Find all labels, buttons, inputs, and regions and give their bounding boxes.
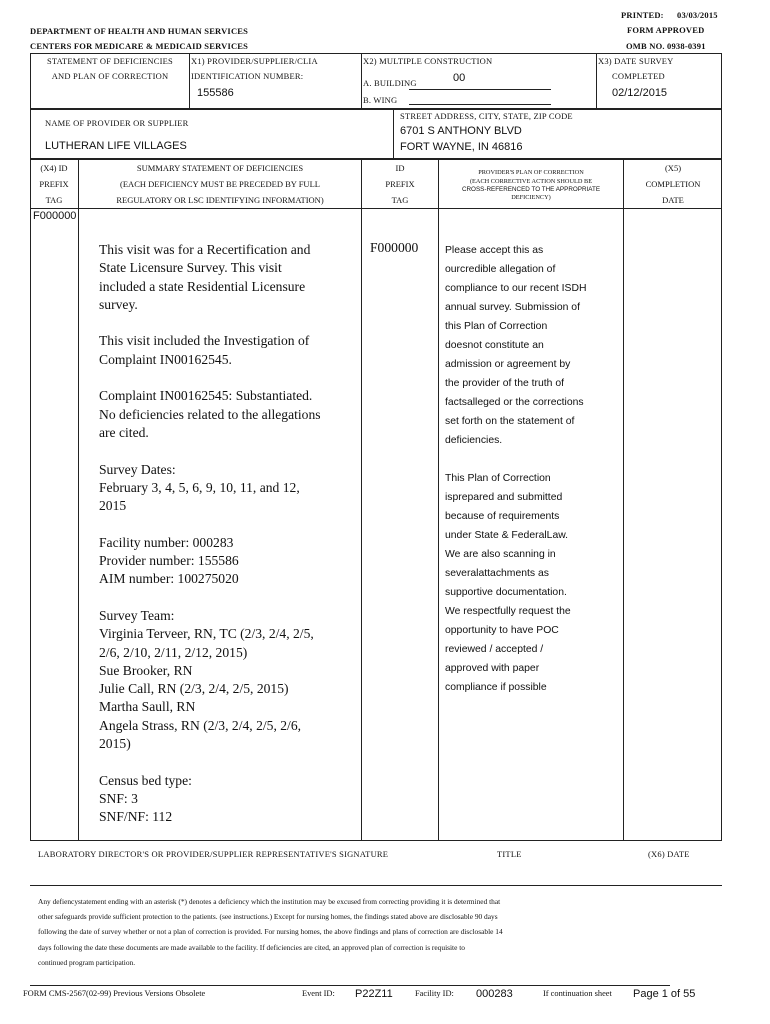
statement-label-line2: AND PLAN OF CORRECTION <box>51 71 169 81</box>
event-id-value: P22Z11 <box>355 988 393 1000</box>
provider-id-label-line1: X1) PROVIDER/SUPPLIER/CLIA <box>191 56 318 66</box>
event-id-label: Event ID: <box>302 989 335 998</box>
plan-of-correction <box>445 241 621 697</box>
x5-header-line2: COMPLETION <box>645 179 701 189</box>
building-label: A. BUILDING <box>363 78 417 88</box>
id-header-line3: TAG <box>391 195 409 205</box>
summary-statement <box>99 241 354 827</box>
id-header-line2: PREFIX <box>385 179 415 189</box>
printed-date: 03/03/2015 <box>677 10 718 20</box>
x5-header-line3: DATE <box>662 195 684 205</box>
address-line2: FORT WAYNE, IN 46816 <box>400 141 523 153</box>
disclaimer-line: following the date of survey whether or not a plan of correction is provided. For nursing homes, the above findings and plans of correction are disclosable 14 <box>38 927 503 937</box>
plan-header-line4: DEFICIENCY) <box>511 194 551 201</box>
construction-label: X2) MULTIPLE CONSTRUCTION <box>363 56 493 66</box>
summary-paragraph: Complaint IN00162545: Substantiated. No deficiencies related to the allegations are cited. <box>99 388 321 440</box>
building-value: 00 <box>453 72 466 84</box>
summary-paragraph: This visit was for a Recertification and State Licensure Survey. This visit included a state Residential Licensure survey. <box>99 242 311 312</box>
form-number: FORM CMS-2567(02-99) Previous Versions Obsolete <box>23 989 206 998</box>
department-title: DEPARTMENT OF HEALTH AND HUMAN SERVICES <box>30 26 249 36</box>
x4-header-line1: (X4) ID <box>40 163 68 173</box>
summary-header-line2: (EACH DEFICIENCY MUST BE PRECEDED BY FULL <box>120 179 320 189</box>
signature-date-label: (X6) DATE <box>648 849 690 859</box>
summary-header-line3: REGULATORY OR LSC IDENTIFYING INFORMATION) <box>116 195 324 205</box>
disclaimer-line: continued program participation. <box>38 957 136 967</box>
survey-date-label-line2: COMPLETED <box>612 71 665 81</box>
plan-header-line2: (EACH CORRECTIVE ACTION SHOULD BE <box>469 178 593 185</box>
printed-label: PRINTED: <box>621 10 664 20</box>
x5-header-line1: (X5) <box>664 163 682 173</box>
id-header-line1: ID <box>395 163 405 173</box>
statement-label-line1: STATEMENT OF DEFICIENCIES <box>46 56 173 66</box>
centers-title: CENTERS FOR MEDICARE & MEDICAID SERVICES <box>30 41 249 51</box>
provider-id-number: 155586 <box>197 87 234 99</box>
title-label: TITLE <box>497 849 522 859</box>
address-line1: 6701 S ANTHONY BLVD <box>400 125 522 137</box>
omb-number: OMB NO. 0938-0391 <box>626 41 706 51</box>
plan-header-line1: PROVIDER'S PLAN OF CORRECTION <box>478 169 584 176</box>
summary-header-line1: SUMMARY STATEMENT OF DEFICIENCIES <box>136 163 304 173</box>
page-number: Page 1 of 55 <box>633 988 696 1000</box>
summary-paragraph: This visit included the Investigation of Complaint IN00162545. <box>99 333 310 367</box>
disclaimer-line: Any defiencystatement ending with an asterisk (*) denotes a deficiency which the institution may be excused from correcting providing it is determined that <box>38 897 501 906</box>
disclaimer-line: days following the date these documents are made available to the facility. If deficiencies are cited, an approved plan of correction is requisite to <box>38 942 465 952</box>
form-approved-label: FORM APPROVED <box>627 25 705 35</box>
plan-paragraph: This Plan of Correction isprepared and submitted because of requirements under State & FederalLaw. We are also scanning in severalattachments as supportive documentation. We respectfully request the opportunity to have POC reviewed / accepted / approved with paper compliance if possible <box>445 473 571 693</box>
disclaimer-line: other safeguards provide sufficient protection to the patients. (see instructions.) Except for nursing homes, the findings stated above are disclosable 90 days <box>38 912 498 922</box>
deficiency-prefix-tag: F000000 <box>33 210 77 222</box>
provider-id-label-line2: IDENTIFICATION NUMBER: <box>191 71 304 81</box>
correction-prefix-tag: F000000 <box>370 240 419 255</box>
summary-paragraph: Census bed type: SNF: 3 SNF/NF: 112 <box>99 772 192 825</box>
survey-date-value: 02/12/2015 <box>612 87 668 99</box>
provider-name-value: LUTHERAN LIFE VILLAGES <box>45 140 187 152</box>
facility-id-label: Facility ID: <box>415 989 454 998</box>
x4-header-line3: TAG <box>45 195 63 205</box>
address-label: STREET ADDRESS, CITY, STATE, ZIP CODE <box>400 111 573 121</box>
survey-date-label-line1: X3) DATE SURVEY <box>598 56 674 66</box>
summary-paragraph: Facility number: 000283 Provider number: 155586 AIM number: 100275020 <box>99 534 239 587</box>
facility-id-value: 000283 <box>476 988 513 1000</box>
continuation-label: If continuation sheet <box>543 989 612 998</box>
summary-paragraph: Survey Dates: February 3, 4, 5, 6, 9, 10, 11, and 12, 2015 <box>99 461 300 514</box>
plan-header-line3: CROSS-REFERENCED TO THE APPROPRIATE <box>461 186 601 193</box>
wing-label: B. WING <box>363 95 398 105</box>
summary-paragraph: Survey Team: Virginia Terveer, RN, TC (2/3, 2/4, 2/5, 2/6, 2/10, 2/11, 2/12, 2015) Sue Brooker, RN Julie Call, RN (2/3, 2/4, 2/5, 2015) Martha Saull, RN Angela Strass, RN (2/3, 2/4, 2/5, 2/6, 2015) <box>99 607 314 752</box>
disclaimer <box>38 894 503 970</box>
provider-name-label: NAME OF PROVIDER OR SUPPLIER <box>45 118 189 128</box>
signature-label: LABORATORY DIRECTOR'S OR PROVIDER/SUPPLIER REPRESENTATIVE'S SIGNATURE <box>38 849 389 859</box>
plan-paragraph: Please accept this as ourcredible allegation of compliance to our recent ISDH annual survey. Submission of this Plan of Correction doesnot constitute an admission or agreement by the provider of the truth of factsalleged or the corrections set forth on the statement of deficiencies. <box>445 245 587 446</box>
x4-header-line2: PREFIX <box>39 179 69 189</box>
